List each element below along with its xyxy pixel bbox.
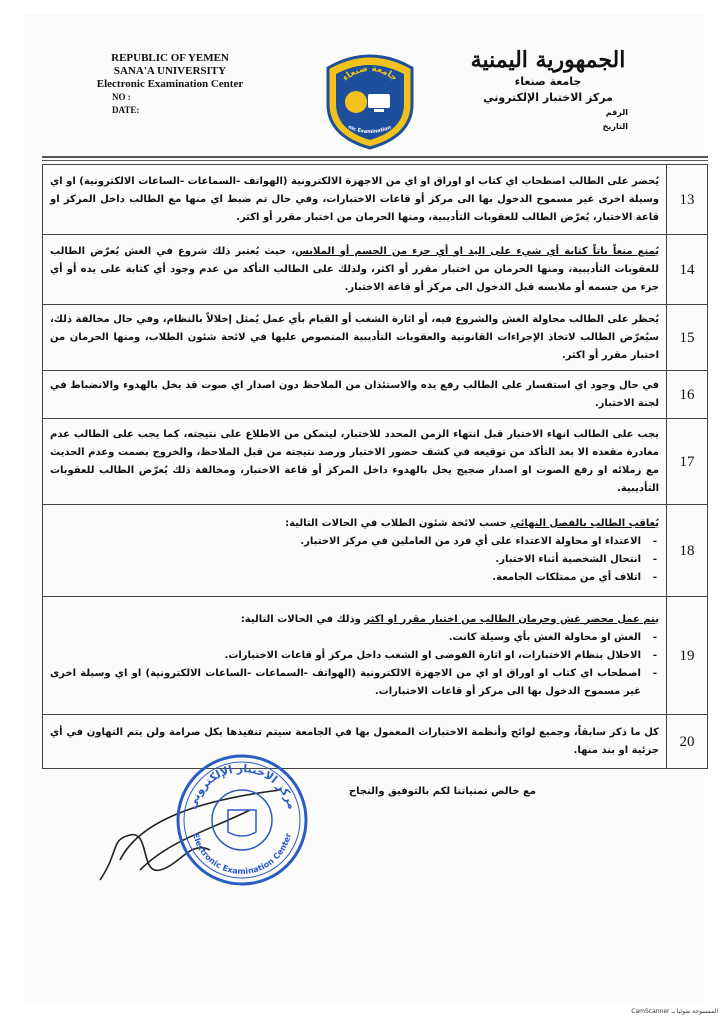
- header-republic-en: REPUBLIC OF YEMEN: [111, 52, 229, 64]
- rule-text: [43, 235, 667, 305]
- list-item: - الاخلال بنظام الاختبارات، او اثارة الفوضى او الشغب داخل مركز أو قاعات الاختبارات.: [50, 647, 659, 665]
- rule-intro: وذلك في الحالات التالية:: [240, 613, 365, 625]
- rule-number: 18: [667, 505, 708, 597]
- list-item: - اصطحاب اي كتاب او اوراق او اي من الاجهزة الالكترونية (الهواتف -السماعات -الساعات الالكترونية) او اي وسيلة اخرى غير مسموح الدخول بها الى مركز أو قاعات الاختبارات.: [50, 665, 659, 701]
- university-logo: [318, 46, 422, 150]
- header-center-ar: مركز الاختبار الإلكتروني: [483, 91, 613, 104]
- monitor-icon: [368, 94, 390, 108]
- rule-row: [43, 371, 708, 419]
- rule-text: في حال وجود اي استفسار على الطالب رفع يده والاستئذان من الملاحظ دون اصدار اي صوت قد يخل بالهدوء والانضباط في لجنة الاختبار.: [43, 371, 667, 419]
- header-university-ar: جامعة صنعاء: [514, 75, 582, 88]
- header-university-en: SANA'A UNIVERSITY: [113, 65, 227, 77]
- logo-bottom-text: nic Examination: [347, 124, 393, 136]
- rule-row: [43, 505, 708, 597]
- rule-number: 19: [667, 597, 708, 715]
- rule-text: [43, 597, 667, 715]
- rule-number: 20: [667, 715, 708, 769]
- list-item: - انتحال الشخصية أثناء الاختبار.: [50, 551, 659, 569]
- header-center-en: Electronic Examination Center: [96, 78, 244, 90]
- svg-text:Electronic Examination Center: [191, 832, 293, 876]
- rule-text: يُحضر على الطالب اصطحاب اي كتاب او اوراق او اي من الاجهزة الالكترونية (الهواتف -السماعات -الساعات الالكترونية) او اي وسيلة اخرى غير مسموح الدخول بها الى مركز أو قاعات الاختبارات، وفي حال تم ضبط اي منها مع الطالب داخل المركز او قاعة الاختبار، يُعرّض الطالب للعقوبات التأديبية، ومنها الحرمان من اختبار مقرر أو اكثر.: [43, 165, 667, 235]
- closing-wishes: مع خالص تمنياتنا لكم بالتوفيق والنجاح: [348, 786, 536, 797]
- stamp-emblem-icon: [228, 810, 256, 836]
- rule-number: 16: [667, 371, 708, 419]
- header-date-label-en: DATE:: [112, 105, 140, 115]
- header-republic-ar: الجمهورية اليمنية: [470, 47, 626, 73]
- list-item: - الاعتداء او محاولة الاعتداء على أي فرد من العاملين في مركز الاختبار.: [50, 533, 659, 551]
- rule-body: ، حيث يُعتبر ذلك شروع في الغش يُعرّض الطالب للعقوبات التأديبية، ومنها الحرمان من اختبار مقرر أو اكثر، ولذلك على الطالب التأكد من عدم وجود أي كتابة على يده أو أي جزء من جسمه أو ملابسه قبل الدخول الى مركز أو قاعة الاختبار.: [50, 245, 659, 293]
- rule-text: يجب على الطالب انهاء الاختبار قبل انتهاء الزمن المحدد للاختبار، ليتمكن من الاطلاع على نتيجته، كما يجب على الطالب عدم مغادرة مقعده الا بعد التأكد من توقيعه في كشف حضور الاختبار ورصد نتيجته من قبل الملاحظ، والخروج بصمت وعدم الحديث مع زملائه او رفع الصوت او اصدار ضجيج يخل بالهدوء داخل المركز أو قاعة الاختبار، ومخالفة ذلك يُعرّض الطالب للعقوبات التأديبية.: [43, 419, 667, 505]
- header-no-label-en: NO :: [112, 92, 131, 102]
- rule-list: [50, 533, 659, 587]
- rule-row: [43, 235, 708, 305]
- rule-text: يُحظر على الطالب محاولة الغش والشروع فيه، أو اثارة الشغب أو القيام بأي عمل يُمثل إخلالاً بالنظام، وفي حال مخالفة ذلك، سيُعرّض الطالب لاتخاذ الإجراءات القانونية والعقوبات التأديبية المنصوص عليها في لائحة شئون الطلاب، ومنها الحرمان من اختبار مقرر أو اكثر.: [43, 305, 667, 371]
- rule-row: [43, 165, 708, 235]
- arabic-letterhead: [468, 46, 628, 134]
- logo-top-text: جامعة صنعاء: [341, 63, 399, 84]
- rule-text: كل ما ذكر سابقاً، وجميع لوائح وأنظمة الاختبارات المعمول بها في الجامعة سيتم تنفيذها بكل صرامة ولن يتم التهاون في أي جزئية او بند منها.: [43, 715, 667, 769]
- rules-table: [42, 164, 708, 769]
- rule-text: [43, 505, 667, 597]
- list-item: - الغش او محاولة الغش بأي وسيلة كانت.: [50, 629, 659, 647]
- list-item: - اتلاف أي من ممتلكات الجامعة.: [50, 569, 659, 587]
- logo-sun-shape: [345, 91, 367, 113]
- header-divider-thin: [42, 160, 708, 161]
- header-date-label-ar: التاريخ: [602, 122, 628, 131]
- header-no-label-ar: الرقم: [605, 108, 628, 117]
- rule-row: [43, 597, 708, 715]
- rule-heading: يُعاقب الطالب بالفصل النهائي: [510, 517, 659, 529]
- rule-row: [43, 419, 708, 505]
- scanner-watermark: CamScanner الممسوحة ضوئيا بـ: [631, 1008, 718, 1015]
- rule-number: 14: [667, 235, 708, 305]
- stamp-ring-text-en: Electronic Examination Center: [190, 832, 293, 877]
- stamp-ring-text: مركز الاختبار الإلكتروني: [185, 761, 299, 811]
- rule-row: [43, 715, 708, 769]
- rule-number: 17: [667, 419, 708, 505]
- header-divider: [42, 156, 708, 158]
- rule-heading: يُمنع منعاً باتاً كتابة أي شيء على اليد او أي جزء من الجسم أو الملابس: [295, 245, 659, 257]
- english-letterhead: [70, 52, 270, 117]
- rule-number: 13: [667, 165, 708, 235]
- rule-number: 15: [667, 305, 708, 371]
- official-stamp: [172, 750, 312, 890]
- rule-row: [43, 305, 708, 371]
- rule-list: [50, 629, 659, 701]
- rule-intro: حسب لائحة شئون الطلاب في الحالات التالية:: [285, 517, 511, 529]
- rule-heading: يتم عمل محضر غش وحرمان الطالب من اختبار مقرر او اكثر: [364, 613, 659, 625]
